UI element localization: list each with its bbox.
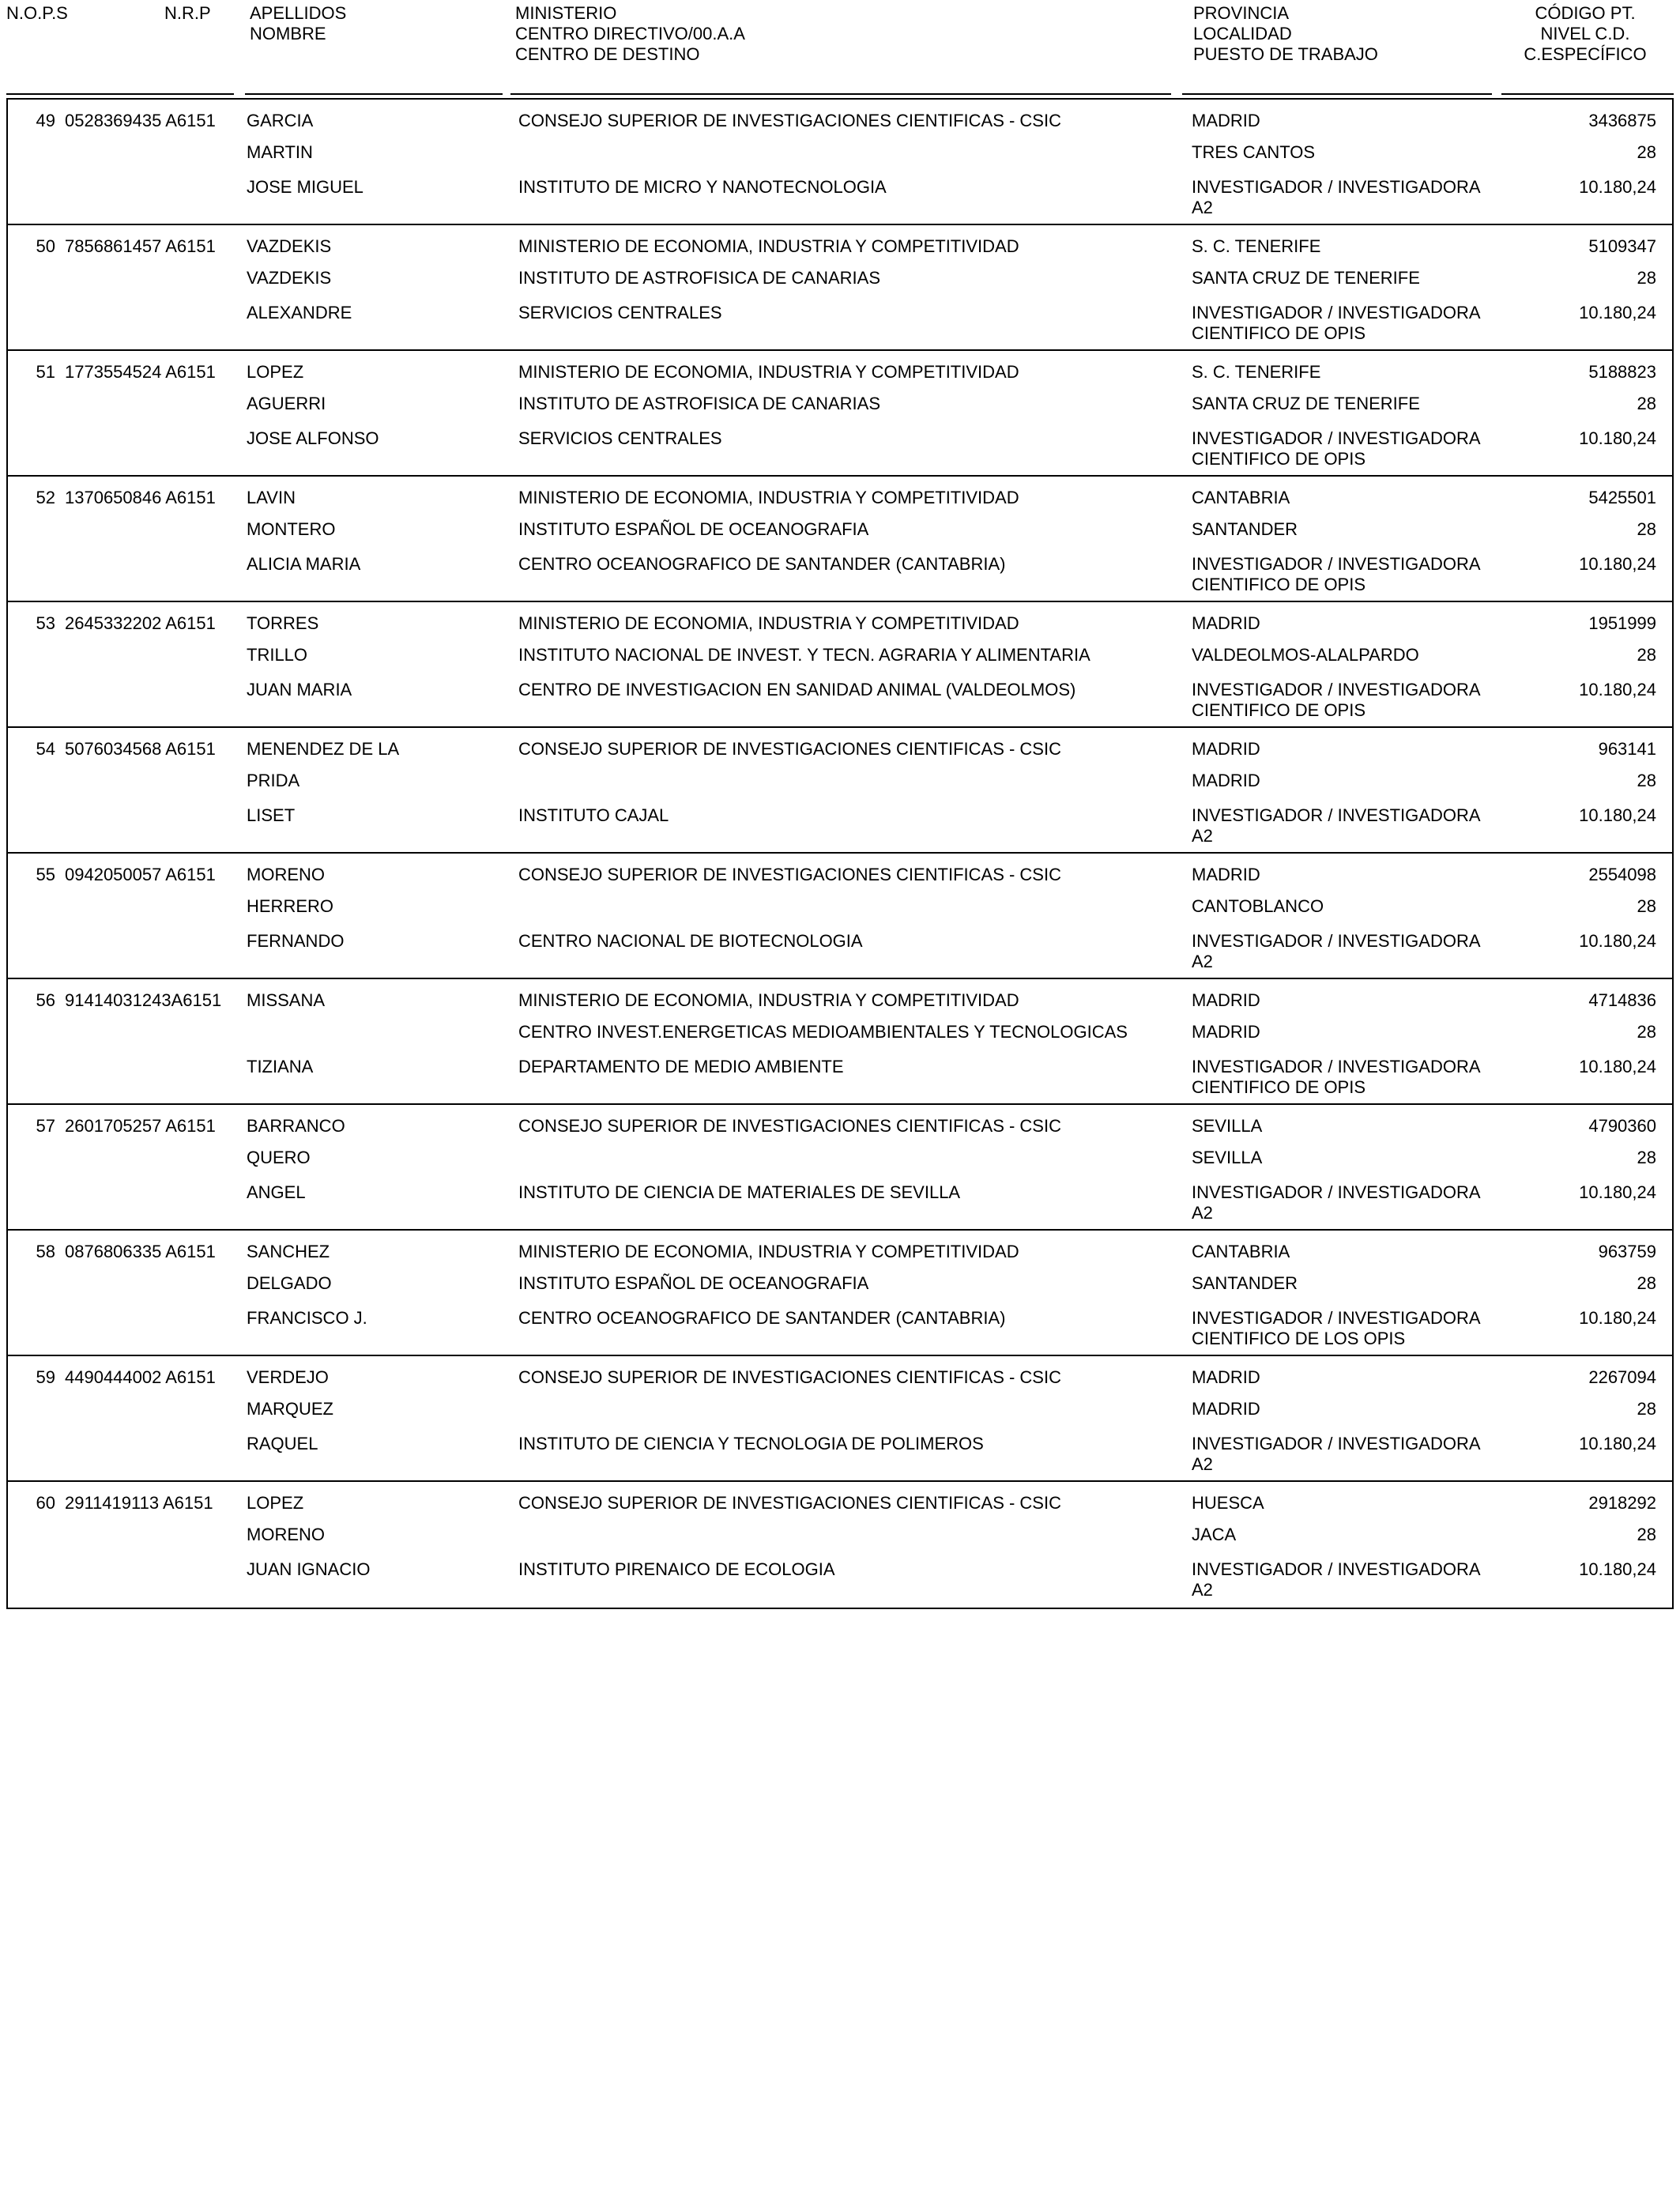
header-ministerio-group bbox=[515, 3, 745, 65]
record-nrp: 2645332202 A6151 bbox=[65, 613, 216, 633]
record-codigo: 4714836 bbox=[1588, 990, 1656, 1010]
record-localidad: VALDEOLMOS-ALALPARDO bbox=[1192, 645, 1419, 665]
record-nombre: JUAN IGNACIO bbox=[247, 1559, 371, 1579]
record-puesto-line1: INVESTIGADOR / INVESTIGADORA bbox=[1192, 428, 1481, 448]
record-apellido2: VAZDEKIS bbox=[247, 268, 332, 288]
record-ministerio: MINISTERIO DE ECONOMIA, INDUSTRIA Y COMPETITIVIDAD bbox=[518, 488, 1019, 507]
record-centro-directivo: INSTITUTO DE ASTROFISICA DE CANARIAS bbox=[518, 394, 881, 413]
header-rule bbox=[1501, 93, 1674, 95]
record-apellido2: DELGADO bbox=[247, 1273, 332, 1293]
record-puesto bbox=[1192, 428, 1481, 469]
table-row bbox=[8, 351, 1672, 477]
record-puesto bbox=[1192, 680, 1481, 721]
header-especifico: C.ESPECÍFICO bbox=[1524, 44, 1647, 64]
record-apellido1: LOPEZ bbox=[247, 362, 304, 382]
record-nrp: 91414031243A6151 bbox=[65, 990, 222, 1010]
header-centro-directivo: CENTRO DIRECTIVO/00.A.A bbox=[515, 24, 745, 43]
record-nrp: 2601705257 A6151 bbox=[65, 1116, 216, 1136]
table-row bbox=[8, 1356, 1672, 1482]
record-provincia: MADRID bbox=[1192, 613, 1260, 633]
record-puesto-line1: INVESTIGADOR / INVESTIGADORA bbox=[1192, 1057, 1481, 1076]
record-apellido2: MONTERO bbox=[247, 519, 336, 539]
record-ministerio: CONSEJO SUPERIOR DE INVESTIGACIONES CIENTIFICAS - CSIC bbox=[518, 739, 1061, 759]
record-puesto-line2: CIENTIFICO DE OPIS bbox=[1192, 700, 1366, 720]
record-nivel: 28 bbox=[1637, 394, 1656, 413]
record-centro-destino: INSTITUTO PIRENAICO DE ECOLOGIA bbox=[518, 1559, 835, 1579]
record-centro-directivo: INSTITUTO ESPAÑOL DE OCEANOGRAFIA bbox=[518, 1273, 869, 1293]
record-centro-destino: INSTITUTO DE CIENCIA DE MATERIALES DE SEVILLA bbox=[518, 1182, 961, 1202]
record-centro-destino: CENTRO OCEANOGRAFICO DE SANTANDER (CANTABRIA) bbox=[518, 554, 1006, 574]
record-especifico: 10.180,24 bbox=[1579, 1182, 1656, 1202]
table-row bbox=[8, 1231, 1672, 1356]
record-centro-destino: CENTRO NACIONAL DE BIOTECNOLOGIA bbox=[518, 931, 863, 951]
record-provincia: S. C. TENERIFE bbox=[1192, 236, 1321, 256]
record-localidad: MADRID bbox=[1192, 771, 1260, 790]
record-puesto-line1: INVESTIGADOR / INVESTIGADORA bbox=[1192, 303, 1481, 322]
header-nombre: NOMBRE bbox=[250, 24, 326, 43]
record-localidad: CANTOBLANCO bbox=[1192, 896, 1324, 916]
record-especifico: 10.180,24 bbox=[1579, 1434, 1656, 1453]
record-nivel: 28 bbox=[1637, 1399, 1656, 1419]
header-nrp: N.R.P bbox=[164, 3, 211, 23]
record-apellido2: HERRERO bbox=[247, 896, 334, 916]
record-ministerio: CONSEJO SUPERIOR DE INVESTIGACIONES CIENTIFICAS - CSIC bbox=[518, 1493, 1061, 1513]
record-provincia: SEVILLA bbox=[1192, 1116, 1263, 1136]
record-puesto-line1: INVESTIGADOR / INVESTIGADORA bbox=[1192, 931, 1481, 951]
record-nivel: 28 bbox=[1637, 142, 1656, 162]
record-nombre: ALEXANDRE bbox=[247, 303, 352, 322]
record-number: 50 bbox=[36, 236, 55, 256]
record-puesto-line1: INVESTIGADOR / INVESTIGADORA bbox=[1192, 1182, 1481, 1202]
record-puesto bbox=[1192, 1182, 1481, 1223]
record-apellido1: MISSANA bbox=[247, 990, 326, 1010]
record-centro-directivo: INSTITUTO DE ASTROFISICA DE CANARIAS bbox=[518, 268, 881, 288]
record-provincia: MADRID bbox=[1192, 865, 1260, 884]
record-nombre: RAQUEL bbox=[247, 1434, 318, 1453]
record-puesto-line2: A2 bbox=[1192, 198, 1213, 217]
record-nombre: JOSE MIGUEL bbox=[247, 177, 363, 197]
record-puesto bbox=[1192, 1434, 1481, 1475]
record-nivel: 28 bbox=[1637, 645, 1656, 665]
record-nivel: 28 bbox=[1637, 771, 1656, 790]
record-especifico: 10.180,24 bbox=[1579, 428, 1656, 448]
record-centro-destino: CENTRO DE INVESTIGACION EN SANIDAD ANIMAL (VALDEOLMOS) bbox=[518, 680, 1076, 699]
record-number: 49 bbox=[36, 111, 55, 130]
record-ministerio: MINISTERIO DE ECONOMIA, INDUSTRIA Y COMPETITIVIDAD bbox=[518, 362, 1019, 382]
record-number: 51 bbox=[36, 362, 55, 382]
record-ministerio: MINISTERIO DE ECONOMIA, INDUSTRIA Y COMPETITIVIDAD bbox=[518, 990, 1019, 1010]
record-puesto bbox=[1192, 931, 1481, 972]
record-nombre: JOSE ALFONSO bbox=[247, 428, 379, 448]
header-codigo-group bbox=[1509, 3, 1661, 65]
record-puesto-line1: INVESTIGADOR / INVESTIGADORA bbox=[1192, 805, 1481, 825]
record-nombre: LISET bbox=[247, 805, 296, 825]
record-codigo: 963759 bbox=[1598, 1242, 1656, 1261]
record-localidad: SANTA CRUZ DE TENERIFE bbox=[1192, 394, 1420, 413]
record-ministerio: MINISTERIO DE ECONOMIA, INDUSTRIA Y COMPETITIVIDAD bbox=[518, 236, 1019, 256]
record-centro-directivo: INSTITUTO ESPAÑOL DE OCEANOGRAFIA bbox=[518, 519, 869, 539]
record-nrp: 4490444002 A6151 bbox=[65, 1367, 216, 1387]
record-number: 60 bbox=[36, 1493, 55, 1513]
record-puesto-line2: CIENTIFICO DE OPIS bbox=[1192, 323, 1366, 343]
record-nivel: 28 bbox=[1637, 1022, 1656, 1042]
record-puesto bbox=[1192, 1308, 1481, 1349]
record-nombre: ALICIA MARIA bbox=[247, 554, 361, 574]
record-nivel: 28 bbox=[1637, 1148, 1656, 1167]
record-especifico: 10.180,24 bbox=[1579, 931, 1656, 951]
record-puesto-line1: INVESTIGADOR / INVESTIGADORA bbox=[1192, 177, 1481, 197]
table-row bbox=[8, 225, 1672, 351]
record-number: 55 bbox=[36, 865, 55, 884]
record-puesto-line2: CIENTIFICO DE OPIS bbox=[1192, 1077, 1366, 1097]
record-provincia: MADRID bbox=[1192, 1367, 1260, 1387]
record-provincia: MADRID bbox=[1192, 990, 1260, 1010]
table-row bbox=[8, 854, 1672, 979]
header-centro-destino: CENTRO DE DESTINO bbox=[515, 44, 700, 64]
record-codigo: 3436875 bbox=[1588, 111, 1656, 130]
record-puesto-line2: A2 bbox=[1192, 952, 1213, 971]
record-nivel: 28 bbox=[1637, 1525, 1656, 1544]
record-nrp: 0876806335 A6151 bbox=[65, 1242, 216, 1261]
record-especifico: 10.180,24 bbox=[1579, 1057, 1656, 1076]
record-number: 52 bbox=[36, 488, 55, 507]
header-nivel: NIVEL C.D. bbox=[1540, 24, 1630, 43]
record-localidad: SANTANDER bbox=[1192, 519, 1298, 539]
record-centro-directivo: INSTITUTO NACIONAL DE INVEST. Y TECN. AGRARIA Y ALIMENTARIA bbox=[518, 645, 1090, 665]
record-number: 56 bbox=[36, 990, 55, 1010]
record-provincia: CANTABRIA bbox=[1192, 1242, 1290, 1261]
record-localidad: MADRID bbox=[1192, 1399, 1260, 1419]
record-nombre: FERNANDO bbox=[247, 931, 345, 951]
record-puesto-line2: A2 bbox=[1192, 1454, 1213, 1474]
record-apellido2: PRIDA bbox=[247, 771, 300, 790]
header-puesto: PUESTO DE TRABAJO bbox=[1193, 44, 1378, 64]
table-row bbox=[8, 477, 1672, 602]
table-row bbox=[8, 1105, 1672, 1231]
record-localidad: MADRID bbox=[1192, 1022, 1260, 1042]
record-puesto bbox=[1192, 554, 1481, 595]
record-centro-destino: SERVICIOS CENTRALES bbox=[518, 303, 722, 322]
record-provincia: MADRID bbox=[1192, 739, 1260, 759]
record-puesto-line1: INVESTIGADOR / INVESTIGADORA bbox=[1192, 1559, 1481, 1579]
header-provincia-group bbox=[1193, 3, 1378, 65]
record-nivel: 28 bbox=[1637, 519, 1656, 539]
header-provincia: PROVINCIA bbox=[1193, 3, 1290, 23]
record-ministerio: CONSEJO SUPERIOR DE INVESTIGACIONES CIENTIFICAS - CSIC bbox=[518, 111, 1061, 130]
record-especifico: 10.180,24 bbox=[1579, 177, 1656, 197]
record-codigo: 1951999 bbox=[1588, 613, 1656, 633]
record-localidad: TRES CANTOS bbox=[1192, 142, 1316, 162]
record-nombre: FRANCISCO J. bbox=[247, 1308, 367, 1328]
records-table bbox=[6, 98, 1674, 1609]
record-puesto-line1: INVESTIGADOR / INVESTIGADORA bbox=[1192, 554, 1481, 574]
record-apellido1: MORENO bbox=[247, 865, 325, 884]
record-apellido2: AGUERRI bbox=[247, 394, 326, 413]
record-number: 53 bbox=[36, 613, 55, 633]
record-codigo: 2267094 bbox=[1588, 1367, 1656, 1387]
record-nrp: 1370650846 A6151 bbox=[65, 488, 216, 507]
table-row bbox=[8, 979, 1672, 1105]
record-nivel: 28 bbox=[1637, 268, 1656, 288]
header-apellidos-nombre bbox=[250, 3, 346, 44]
header-localidad: LOCALIDAD bbox=[1193, 24, 1292, 43]
record-codigo: 963141 bbox=[1598, 739, 1656, 759]
record-codigo: 2554098 bbox=[1588, 865, 1656, 884]
record-apellido1: VAZDEKIS bbox=[247, 236, 332, 256]
record-puesto-line2: CIENTIFICO DE OPIS bbox=[1192, 449, 1366, 469]
record-nrp: 1773554524 A6151 bbox=[65, 362, 216, 382]
record-puesto-line2: A2 bbox=[1192, 1580, 1213, 1600]
record-apellido2: MORENO bbox=[247, 1525, 325, 1544]
record-nombre: TIZIANA bbox=[247, 1057, 314, 1076]
record-puesto-line2: A2 bbox=[1192, 1203, 1213, 1223]
record-apellido2: TRILLO bbox=[247, 645, 308, 665]
record-localidad: SANTANDER bbox=[1192, 1273, 1298, 1293]
record-number: 59 bbox=[36, 1367, 55, 1387]
record-codigo: 2918292 bbox=[1588, 1493, 1656, 1513]
record-centro-destino: INSTITUTO DE CIENCIA Y TECNOLOGIA DE POLIMEROS bbox=[518, 1434, 984, 1453]
record-ministerio: MINISTERIO DE ECONOMIA, INDUSTRIA Y COMPETITIVIDAD bbox=[518, 613, 1019, 633]
record-codigo: 5425501 bbox=[1588, 488, 1656, 507]
record-apellido1: SANCHEZ bbox=[247, 1242, 330, 1261]
record-puesto-line1: INVESTIGADOR / INVESTIGADORA bbox=[1192, 680, 1481, 699]
record-puesto bbox=[1192, 1057, 1481, 1098]
header-rule bbox=[1182, 93, 1492, 95]
record-number: 58 bbox=[36, 1242, 55, 1261]
record-localidad: SEVILLA bbox=[1192, 1148, 1263, 1167]
record-nrp: 2911419113 A6151 bbox=[65, 1493, 213, 1513]
record-ministerio: MINISTERIO DE ECONOMIA, INDUSTRIA Y COMPETITIVIDAD bbox=[518, 1242, 1019, 1261]
record-nrp: 7856861457 A6151 bbox=[65, 236, 216, 256]
record-especifico: 10.180,24 bbox=[1579, 1308, 1656, 1328]
record-apellido1: BARRANCO bbox=[247, 1116, 345, 1136]
header-rule bbox=[510, 93, 1171, 95]
table-row bbox=[8, 602, 1672, 728]
record-puesto-line2: CIENTIFICO DE OPIS bbox=[1192, 575, 1366, 594]
record-centro-destino: SERVICIOS CENTRALES bbox=[518, 428, 722, 448]
table-row bbox=[8, 728, 1672, 854]
record-puesto bbox=[1192, 177, 1481, 218]
record-nivel: 28 bbox=[1637, 1273, 1656, 1293]
header-nops: N.O.P.S bbox=[6, 3, 68, 23]
record-ministerio: CONSEJO SUPERIOR DE INVESTIGACIONES CIENTIFICAS - CSIC bbox=[518, 1116, 1061, 1136]
table-row bbox=[8, 100, 1672, 225]
record-nombre: ANGEL bbox=[247, 1182, 306, 1202]
record-centro-directivo: CENTRO INVEST.ENERGETICAS MEDIOAMBIENTALES Y TECNOLOGICAS bbox=[518, 1022, 1128, 1042]
record-puesto-line1: INVESTIGADOR / INVESTIGADORA bbox=[1192, 1434, 1481, 1453]
record-localidad: JACA bbox=[1192, 1525, 1237, 1544]
record-especifico: 10.180,24 bbox=[1579, 680, 1656, 699]
header-rule bbox=[6, 93, 234, 95]
record-puesto-line2: A2 bbox=[1192, 826, 1213, 846]
record-provincia: S. C. TENERIFE bbox=[1192, 362, 1321, 382]
header-ministerio: MINISTERIO bbox=[515, 3, 617, 23]
record-apellido2: MARTIN bbox=[247, 142, 313, 162]
record-puesto-line2: CIENTIFICO DE LOS OPIS bbox=[1192, 1329, 1406, 1348]
record-codigo: 4790360 bbox=[1588, 1116, 1656, 1136]
record-ministerio: CONSEJO SUPERIOR DE INVESTIGACIONES CIENTIFICAS - CSIC bbox=[518, 865, 1061, 884]
table-row bbox=[8, 1482, 1672, 1608]
record-especifico: 10.180,24 bbox=[1579, 303, 1656, 322]
record-apellido1: GARCIA bbox=[247, 111, 314, 130]
record-localidad: SANTA CRUZ DE TENERIFE bbox=[1192, 268, 1420, 288]
record-apellido1: LOPEZ bbox=[247, 1493, 304, 1513]
record-especifico: 10.180,24 bbox=[1579, 554, 1656, 574]
record-nrp: 0942050057 A6151 bbox=[65, 865, 216, 884]
record-apellido2: QUERO bbox=[247, 1148, 311, 1167]
record-number: 54 bbox=[36, 739, 55, 759]
record-codigo: 5188823 bbox=[1588, 362, 1656, 382]
record-centro-destino: DEPARTAMENTO DE MEDIO AMBIENTE bbox=[518, 1057, 844, 1076]
record-puesto bbox=[1192, 805, 1481, 846]
record-apellido2: MARQUEZ bbox=[247, 1399, 333, 1419]
header-rule bbox=[245, 93, 503, 95]
record-nombre: JUAN MARIA bbox=[247, 680, 352, 699]
record-apellido1: MENENDEZ DE LA bbox=[247, 739, 400, 759]
record-especifico: 10.180,24 bbox=[1579, 805, 1656, 825]
record-nrp: 5076034568 A6151 bbox=[65, 739, 216, 759]
record-provincia: MADRID bbox=[1192, 111, 1260, 130]
record-especifico: 10.180,24 bbox=[1579, 1559, 1656, 1579]
record-nrp: 0528369435 A6151 bbox=[65, 111, 216, 130]
record-nivel: 28 bbox=[1637, 896, 1656, 916]
record-apellido1: VERDEJO bbox=[247, 1367, 329, 1387]
record-centro-destino: INSTITUTO DE MICRO Y NANOTECNOLOGIA bbox=[518, 177, 887, 197]
header-codigo: CÓDIGO PT. bbox=[1535, 3, 1636, 23]
record-apellido1: TORRES bbox=[247, 613, 319, 633]
record-puesto bbox=[1192, 1559, 1481, 1600]
record-codigo: 5109347 bbox=[1588, 236, 1656, 256]
record-provincia: HUESCA bbox=[1192, 1493, 1264, 1513]
record-provincia: CANTABRIA bbox=[1192, 488, 1290, 507]
record-puesto-line1: INVESTIGADOR / INVESTIGADORA bbox=[1192, 1308, 1481, 1328]
record-centro-destino: INSTITUTO CAJAL bbox=[518, 805, 669, 825]
record-centro-destino: CENTRO OCEANOGRAFICO DE SANTANDER (CANTABRIA) bbox=[518, 1308, 1006, 1328]
record-puesto bbox=[1192, 303, 1481, 344]
record-number: 57 bbox=[36, 1116, 55, 1136]
record-ministerio: CONSEJO SUPERIOR DE INVESTIGACIONES CIENTIFICAS - CSIC bbox=[518, 1367, 1061, 1387]
header-apellidos: APELLIDOS bbox=[250, 3, 347, 23]
record-apellido1: LAVIN bbox=[247, 488, 296, 507]
